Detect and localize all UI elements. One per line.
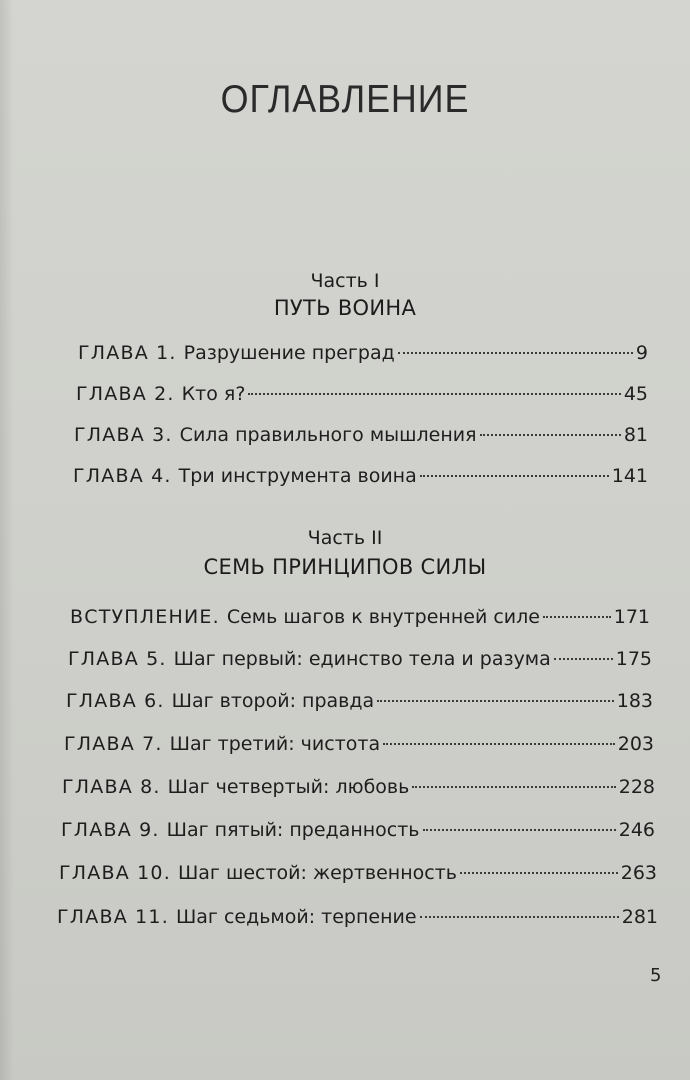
toc-chapter-label: ГЛАВА 10. xyxy=(59,862,171,884)
toc-page-number: 141 xyxy=(611,465,648,487)
toc-page-number: 228 xyxy=(618,776,655,798)
toc-entry[interactable] xyxy=(74,424,648,446)
toc-leader-dots xyxy=(480,434,621,436)
toc-chapter-label: ГЛАВА 2. xyxy=(76,383,175,405)
toc-entry[interactable] xyxy=(64,733,654,755)
toc-entry[interactable] xyxy=(76,383,648,405)
toc-chapter-label: ГЛАВА 11. xyxy=(57,906,169,928)
toc-entry[interactable] xyxy=(59,862,657,884)
toc-page-number: 203 xyxy=(617,733,654,755)
toc-chapter-title: Шаг третий: чистота xyxy=(169,733,381,755)
toc-entry[interactable] xyxy=(73,465,648,487)
toc-chapter-label: ГЛАВА 9. xyxy=(61,819,160,841)
toc-leader-dots xyxy=(248,393,620,395)
toc-leader-dots xyxy=(412,786,615,788)
toc-leader-dots xyxy=(420,916,619,918)
toc-chapter-title: Шаг второй: правда xyxy=(171,690,375,712)
toc-chapter-label: ГЛАВА 1. xyxy=(78,342,177,364)
toc-leader-dots xyxy=(543,616,611,618)
toc-entry[interactable] xyxy=(70,606,650,628)
toc-chapter-title: Кто я? xyxy=(181,383,246,405)
toc-chapter-label: ВСТУПЛЕНИЕ. xyxy=(70,606,220,628)
toc-page-number: 263 xyxy=(620,862,657,884)
toc-leader-dots xyxy=(554,658,613,660)
toc-leader-dots xyxy=(383,743,615,745)
toc-chapter-title: Шаг пятый: преданность xyxy=(166,819,420,841)
toc-entry[interactable] xyxy=(61,819,655,841)
toc-page-number: 246 xyxy=(618,819,655,841)
toc-chapter-title: Шаг первый: единство тела и разума xyxy=(173,648,551,670)
toc-chapter-title: Шаг шестой: жертвенность xyxy=(177,862,457,884)
toc-page-number: 175 xyxy=(615,648,652,670)
toc-chapter-title: Сила правильного мышления xyxy=(179,424,477,446)
toc-chapter-title: Шаг четвертый: любовь xyxy=(167,776,410,798)
toc-page-number: 281 xyxy=(621,906,658,928)
toc-leader-dots xyxy=(423,829,616,831)
toc-chapter-title: Семь шагов к внутренней силе xyxy=(226,606,540,628)
toc-chapter-title: Три инструмента воина xyxy=(178,465,417,487)
toc-page-number: 81 xyxy=(623,424,648,446)
toc-chapter-label: ГЛАВА 8. xyxy=(62,776,161,798)
part-2-number: Часть II xyxy=(307,527,383,549)
part-1-number: Часть I xyxy=(310,270,380,292)
toc-page-number: 183 xyxy=(616,690,653,712)
toc-entry[interactable] xyxy=(78,342,648,364)
toc-leader-dots xyxy=(377,700,614,702)
toc-page-number: 171 xyxy=(613,606,650,628)
toc-leader-dots xyxy=(460,872,618,874)
toc-leader-dots xyxy=(398,352,633,354)
toc-page-number: 45 xyxy=(623,383,648,405)
toc-chapter-label: ГЛАВА 5. xyxy=(68,648,167,670)
toc-chapter-label: ГЛАВА 6. xyxy=(66,690,165,712)
toc-chapter-title: Разрушение преград xyxy=(183,342,395,364)
toc-leader-dots xyxy=(420,475,609,477)
toc-entry[interactable] xyxy=(66,690,653,712)
part-1-title: ПУТЬ ВОИНА xyxy=(273,296,417,320)
toc-entry[interactable] xyxy=(68,648,652,670)
page-number: 5 xyxy=(650,965,662,986)
part-2-title: СЕМЬ ПРИНЦИПОВ СИЛЫ xyxy=(203,555,487,579)
toc-entry[interactable] xyxy=(62,776,655,798)
toc-page-number: 9 xyxy=(635,342,648,364)
toc-chapter-label: ГЛАВА 4. xyxy=(73,465,172,487)
toc-chapter-label: ГЛАВА 3. xyxy=(74,424,173,446)
toc-entry[interactable] xyxy=(57,906,658,928)
toc-chapter-label: ГЛАВА 7. xyxy=(64,733,163,755)
toc-chapter-title: Шаг седьмой: терпение xyxy=(175,906,417,928)
page-title: ОГЛАВЛЕНИЕ xyxy=(220,78,470,121)
